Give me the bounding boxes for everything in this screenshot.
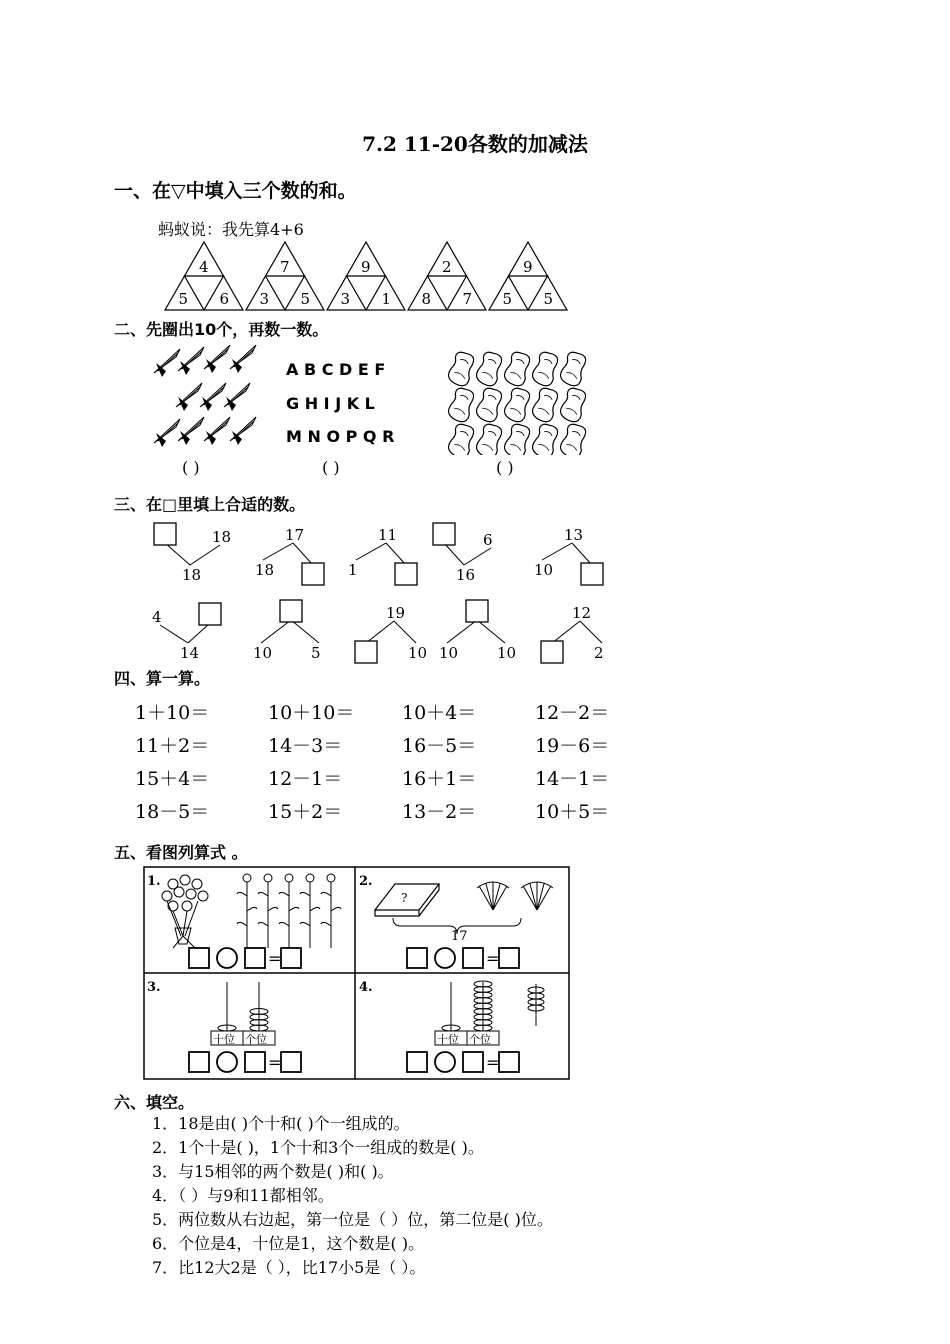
peanut-icon: [502, 386, 533, 424]
peanut-icon: [474, 422, 505, 455]
equation-boxes: [189, 948, 519, 1072]
letters-row-1: A B C D E F: [286, 360, 386, 379]
answer-box[interactable]: [407, 1052, 427, 1072]
bond-number: 13: [564, 526, 584, 544]
equation: 13－2＝: [402, 801, 477, 823]
cell-label-2: 2.: [359, 874, 373, 889]
peanut-icon: [558, 422, 589, 455]
section1-hint: 蚂蚁说：我先算4+6: [158, 220, 304, 239]
equation-template: [189, 1052, 301, 1072]
triangle-top: 4: [199, 258, 209, 276]
answer-box[interactable]: [541, 641, 563, 663]
bond-number: 18: [255, 561, 275, 579]
equation: 19－6＝: [535, 735, 610, 757]
bond-number: 12: [572, 604, 592, 622]
section1-heading: 一、在▽中填入三个数的和。: [114, 180, 357, 202]
equation-template: [407, 948, 519, 968]
equation: 10＋10＝: [268, 702, 355, 724]
rocket-icon: [154, 349, 180, 377]
sum-triangle: [408, 242, 486, 310]
operator-circle[interactable]: [217, 1052, 237, 1072]
number-bond: [433, 523, 493, 584]
fill-item-3: 3．与15相邻的两个数是( )和( )。: [152, 1162, 394, 1181]
peanut-icon: [502, 422, 533, 455]
peanut-icon: [530, 422, 561, 455]
answer-box[interactable]: [355, 641, 377, 663]
page-title: 7.2 11-20各数的加减法: [362, 132, 588, 156]
bond-number: 18: [212, 528, 232, 546]
rockets-icon: [150, 345, 270, 460]
rocket-icon: [204, 345, 230, 373]
section5-heading: 五、看图列算式 。: [114, 843, 248, 862]
sum-triangle: [489, 242, 567, 310]
triangle-right: 1: [381, 290, 392, 308]
bond-number: 11: [378, 526, 398, 544]
operator-circle[interactable]: [217, 948, 237, 968]
triangle-left: 5: [502, 290, 513, 308]
bond-number: 5: [311, 644, 321, 662]
peanut-icon: [446, 386, 477, 424]
equation: 16－5＝: [402, 735, 477, 757]
fill-list: [152, 1112, 553, 1280]
bond-number: 10: [497, 644, 517, 662]
bond-number: 16: [456, 566, 476, 584]
rocket-icon: [178, 417, 204, 445]
operator-circle[interactable]: [435, 1052, 455, 1072]
number-bond: [348, 526, 417, 585]
equation: 12－2＝: [535, 702, 610, 724]
answer-box[interactable]: [189, 948, 209, 968]
number-bond: [152, 603, 221, 662]
equation: 10＋5＝: [535, 801, 610, 823]
equation: 1＋10＝: [135, 702, 210, 724]
answer-box[interactable]: [466, 600, 488, 622]
rocket-icon: [204, 417, 230, 445]
section2-heading: 二、先圈出10个，再数一数。: [114, 320, 329, 339]
bond-number: 17: [285, 526, 305, 544]
answer-paren-3: ( ): [496, 458, 514, 477]
triangle-top: 9: [361, 258, 371, 276]
triangle-left: 3: [340, 290, 351, 308]
cell-label-1: 1.: [147, 874, 161, 889]
tens-label: 十位: [437, 1033, 459, 1046]
bond-number: 14: [180, 644, 200, 662]
sum-triangle: [246, 242, 324, 310]
cell-label-4: 4.: [359, 980, 373, 995]
section6-heading: 六、填空。: [114, 1093, 195, 1112]
equation: 16＋1＝: [402, 768, 477, 790]
letters-row-2: G H I J K L: [286, 394, 375, 413]
equation: 12－1＝: [268, 768, 343, 790]
rocket-icon: [224, 383, 250, 411]
abacus-icon: [211, 981, 544, 1046]
answer-box[interactable]: [245, 1052, 265, 1072]
triangle-top: 7: [280, 258, 290, 276]
rocket-icon: [178, 347, 204, 375]
answer-box[interactable]: [499, 948, 519, 968]
peanut-icon: [474, 386, 505, 424]
number-bond: [253, 600, 321, 662]
fill-item-7: 7．比12大2是（ ），比17小5是（ ）。: [152, 1258, 426, 1277]
peanut-icon: [502, 350, 533, 388]
question-mark: ?: [401, 891, 408, 905]
bond-number: 1: [348, 561, 358, 579]
bond-number: 6: [483, 531, 493, 549]
flowers-icon: [237, 874, 341, 948]
letters-row-3: M N O P Q R: [286, 427, 395, 446]
number-bond: [255, 526, 324, 585]
operator-circle[interactable]: [435, 948, 455, 968]
answer-box[interactable]: [281, 948, 301, 968]
peanut-icon: [530, 386, 561, 424]
tens-label: 十位: [213, 1033, 235, 1046]
answer-box[interactable]: [433, 523, 455, 545]
number-bonds: [140, 515, 630, 665]
peanut-icon: [558, 350, 589, 388]
answer-box[interactable]: [463, 1052, 483, 1072]
bond-number: 19: [386, 604, 406, 622]
bond-number: 10: [439, 644, 459, 662]
answer-box[interactable]: [154, 523, 176, 545]
rocket-icon: [176, 383, 202, 411]
cell-label-3: 3.: [147, 980, 161, 995]
peanut-icon: [446, 422, 477, 455]
triangle-row: [160, 240, 580, 316]
answer-box[interactable]: [280, 600, 302, 622]
triangle-top: 2: [442, 258, 452, 276]
fill-item-4: 4．（ ）与9和11都相邻。: [152, 1186, 334, 1205]
number-bond: [534, 526, 603, 585]
equation: 11＋2＝: [135, 735, 210, 757]
equation-template: [189, 948, 301, 968]
answer-box[interactable]: [463, 948, 483, 968]
bond-number: 2: [594, 644, 604, 662]
equation: 18－5＝: [135, 801, 210, 823]
answer-box[interactable]: [499, 1052, 519, 1072]
fans-icon: [477, 882, 553, 910]
equals-sign: =: [268, 1053, 282, 1072]
answer-box[interactable]: [407, 948, 427, 968]
picture-equations: [143, 866, 571, 1082]
sum-triangle: [327, 242, 405, 310]
total-label: 17: [451, 929, 468, 944]
number-bond: [439, 600, 516, 662]
triangle-right: 7: [462, 290, 473, 308]
peanut-icon: [530, 350, 561, 388]
answer-box[interactable]: [199, 603, 221, 625]
answer-box[interactable]: [245, 948, 265, 968]
rocket-icon: [200, 383, 226, 411]
rocket-icon: [230, 417, 256, 445]
equation: 15＋4＝: [135, 768, 210, 790]
answer-box[interactable]: [302, 563, 324, 585]
equals-sign: =: [486, 949, 500, 968]
triangle-top: 9: [523, 258, 533, 276]
triangle-right: 6: [219, 290, 230, 308]
answer-paren-1: ( ): [182, 458, 200, 477]
number-bond: [541, 604, 604, 663]
equation: 15＋2＝: [268, 801, 343, 823]
bond-number: 10: [408, 644, 428, 662]
answer-box[interactable]: [189, 1052, 209, 1072]
section3-heading: 三、在□里填上合适的数。: [114, 495, 306, 514]
bond-number: 10: [253, 644, 273, 662]
fill-item-5: 5．两位数从右边起，第一位是（ ）位，第二位是( )位。: [152, 1210, 553, 1229]
triangle-right: 5: [543, 290, 554, 308]
fill-item-1: 1．18是由( )个十和( )个一组成的。: [152, 1114, 410, 1133]
answer-paren-2: ( ): [322, 458, 340, 477]
ones-label: 个位: [245, 1033, 267, 1046]
bond-number: 18: [182, 566, 202, 584]
bond-number: 4: [152, 608, 162, 626]
equals-sign: =: [486, 1053, 500, 1072]
triangle-left: 3: [259, 290, 270, 308]
equation: 14－1＝: [535, 768, 610, 790]
triangle-left: 8: [421, 290, 432, 308]
rocket-icon: [154, 419, 180, 447]
rocket-icon: [230, 345, 256, 373]
triangle-right: 5: [300, 290, 311, 308]
number-bond: [154, 523, 231, 584]
answer-box[interactable]: [581, 563, 603, 585]
peanut-icon: [446, 350, 477, 388]
answer-box[interactable]: [281, 1052, 301, 1072]
ones-label: 个位: [469, 1033, 491, 1046]
peanut-icon: [474, 350, 505, 388]
equation: 10＋4＝: [402, 702, 477, 724]
fill-item-2: 2．1个十是( )，1个十和3个一组成的数是( )。: [152, 1138, 484, 1157]
equation: 14－3＝: [268, 735, 343, 757]
sum-triangle: [165, 242, 243, 310]
fill-item-6: 6．个位是4，十位是1，这个数是( )。: [152, 1234, 425, 1253]
bouquet-icon: [162, 875, 208, 948]
bond-number: 10: [534, 561, 554, 579]
number-bond: [355, 604, 427, 663]
section4-heading: 四、算一算。: [114, 669, 211, 688]
equals-sign: =: [268, 949, 282, 968]
triangle-left: 5: [178, 290, 189, 308]
answer-box[interactable]: [395, 563, 417, 585]
peanut-icon: [558, 386, 589, 424]
equation-template: [407, 1052, 519, 1072]
peanuts-icon: [440, 345, 590, 455]
